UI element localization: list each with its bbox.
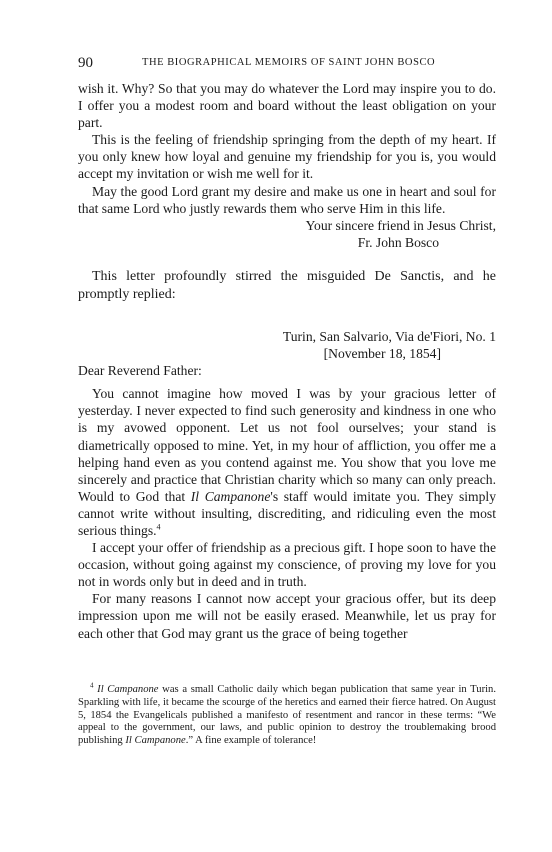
- letter2-date: [November 18, 1854]: [323, 346, 441, 362]
- letter2-p1-part-b: 's staff would imitate you. They simply cannot write without insulting, discrediting, and ridiculing even the most serious things.: [78, 488, 496, 538]
- page-header: [78, 55, 496, 75]
- letter1-signature: Fr. John Bosco: [357, 234, 439, 250]
- footnote-text-b: .” A fine example of tolerance!: [185, 735, 317, 747]
- letter2-address: Turin, San Salvario, Via de'Fiori, No. 1: [282, 328, 496, 344]
- letter1-paragraph-1: wish it. Why? So that you may do whatever the Lord may inspire you to do. I offer you a modest room and board without the least obligation on your part.: [78, 81, 496, 131]
- footnote-italic-title-1: Il Campanone: [97, 684, 159, 695]
- letter2-paragraph-1: [78, 385, 496, 539]
- footnote-reference[interactable]: 4: [156, 522, 161, 532]
- letter2-paragraph-3: For many reasons I cannot now accept your gracious offer, but its deep impression upon me will not be easily erased. Meanwhile, let us pray for each other that God may grant us the grace of being together: [78, 591, 496, 641]
- narrative-intro: This letter profoundly stirred the misguided De Sanctis, and he promptly replied:: [78, 268, 496, 302]
- main-text: [78, 80, 496, 642]
- letter2-salutation: Dear Reverend Father:: [78, 363, 202, 379]
- footnote-italic-title-2: Il Campanone: [125, 735, 186, 747]
- letter1-paragraph-3: May the good Lord grant my desire and make us one in heart and soul for that same Lord who justly rewards them who serve Him in this life.: [78, 183, 496, 216]
- letter2-p1-part-a: You cannot imagine how moved I was by your gracious letter of yesterday. I never expected to find such generosity and kindness in one who is my avowed opponent. Let us not fool ourselves; your stand is diametrically opposed to mine. Yet, in my hour of affliction, you offer me a helping hand even as you contend against me. You show that you love me sincerely and practice that Christian charity which so many can only preach. Would to God that: [78, 386, 496, 504]
- letter1-closing: Your sincere friend in Jesus Christ,: [305, 217, 496, 233]
- running-title: THE BIOGRAPHICAL MEMOIRS OF SAINT JOHN BOSCO: [142, 57, 436, 68]
- footnote-text-a: was a small Catholic daily which began publication that same year in Turin. Sparkling with life, it became the scourge of the heretics and earned their fierce hatred. On August 5, 1854 the Evangelicals published a manifesto of resentment and rancor in these terms: “We appeal to the government, our laws, and public opinion to destroy the troublemaking brood publishing: [78, 684, 496, 747]
- footnote: [78, 681, 496, 748]
- letter1-paragraph-2: This is the feeling of friendship springing from the depth of my heart. If you only knew how loyal and genuine my friendship for you is, you would accept my invitation or wish me well for it.: [78, 132, 496, 182]
- footnote-number: 4: [90, 681, 94, 690]
- page-number: 90: [78, 55, 93, 71]
- newspaper-title: Il Campanone: [190, 488, 271, 504]
- letter2-paragraph-2: I accept your offer of friendship as a precious gift. I hope soon to have the occasion, without going against my conscience, of proving my love for you not in words only but in deed and in truth.: [78, 540, 496, 590]
